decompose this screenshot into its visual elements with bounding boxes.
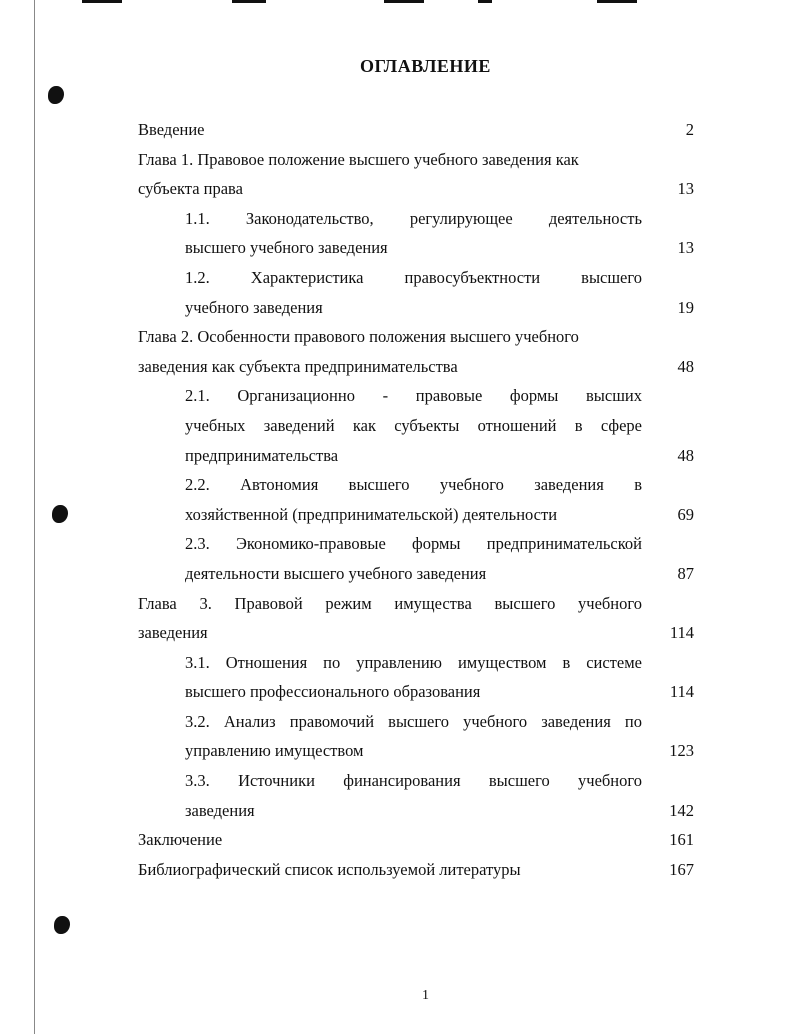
toc-line-text: Заключение (138, 830, 223, 850)
top-scan-mark-1 (82, 0, 122, 3)
toc-line[interactable] (138, 500, 694, 530)
toc-line[interactable] (138, 736, 694, 766)
toc-line[interactable] (138, 145, 694, 175)
toc-line-text: учебных заведений как субъекты отношений в сфере (185, 415, 642, 435)
toc-line[interactable] (138, 470, 694, 500)
toc-line-page: 114 (669, 623, 694, 643)
toc-line-text: высшего профессионального образования (185, 682, 481, 702)
toc-line-text: Введение (138, 120, 205, 139)
punch-hole-bottom (54, 916, 70, 934)
left-edge-line (34, 0, 35, 1034)
page-title: ОГЛАВЛЕНИЕ (360, 56, 491, 76)
toc-line[interactable] (138, 825, 694, 855)
toc-line-page: 48 (677, 445, 694, 465)
toc-line-text: 3.1. Отношения по управлению имуществом в системе (185, 652, 642, 672)
toc-line-text: 2.3. Экономико-правовые формы предпринимательской (185, 534, 642, 554)
top-scan-mark-3 (384, 0, 424, 3)
toc-line[interactable] (138, 707, 694, 737)
toc-line-text: управлению имуществом (185, 741, 364, 761)
toc-line-text: 2.1. Организационно - правовые формы высших (185, 386, 642, 406)
toc-line-text: Библиографический список используемой литературы (138, 859, 521, 879)
top-scan-mark-5 (597, 0, 637, 3)
toc-line[interactable] (138, 441, 694, 471)
toc-line-text: субъекта права (138, 179, 243, 199)
toc-line-page: 87 (677, 563, 694, 583)
toc-line-page: 114 (669, 682, 694, 702)
toc-line-text: хозяйственной (предпринимательской) деятельности (185, 504, 558, 524)
toc-line[interactable] (138, 618, 694, 648)
top-scan-mark-4 (478, 0, 492, 3)
toc-line-page: 142 (669, 800, 694, 820)
toc-line-text: 3.2. Анализ правомочий высшего учебного заведения по (185, 711, 642, 731)
toc-line-text: Глава 1. Правовое положение высшего учебного заведения как (138, 149, 579, 169)
toc-line[interactable] (138, 677, 694, 707)
toc-line-text: учебного заведения (185, 297, 323, 317)
toc-line-text: заведения (138, 623, 208, 643)
toc-line[interactable] (138, 174, 694, 204)
toc-line-page: 13 (677, 179, 694, 199)
toc-line[interactable] (138, 411, 694, 441)
toc-line-page: 13 (677, 238, 694, 258)
toc-line-text: Глава 2. Особенности правового положения высшего учебного (138, 327, 579, 347)
toc-line-text: 1.2. Характеристика правосубъектности высшего (185, 267, 642, 287)
toc-line-page: 2 (685, 120, 694, 139)
toc-line-text: 3.3. Источники финансирования высшего учебного (185, 771, 642, 791)
toc-line-text: 2.2. Автономия высшего учебного заведения в (185, 475, 642, 495)
toc-line[interactable] (138, 352, 694, 382)
toc-line-text: высшего учебного заведения (185, 238, 388, 258)
toc-line[interactable] (138, 381, 694, 411)
toc-line[interactable] (138, 559, 694, 589)
toc-line[interactable] (138, 796, 694, 826)
toc-line[interactable] (138, 322, 694, 352)
toc-line[interactable] (138, 204, 694, 234)
table-of-contents (138, 115, 694, 884)
toc-line-page: 19 (677, 297, 694, 317)
toc-line[interactable] (138, 263, 694, 293)
toc-line-text: 1.1. Законодательство, регулирующее деятельность (185, 208, 642, 228)
toc-line[interactable] (138, 766, 694, 796)
toc-line[interactable] (138, 648, 694, 678)
toc-line[interactable] (138, 115, 694, 145)
toc-line-text: деятельности высшего учебного заведения (185, 563, 487, 583)
toc-line-page: 167 (669, 859, 694, 879)
toc-line[interactable] (138, 589, 694, 619)
toc-line[interactable] (138, 233, 694, 263)
toc-line[interactable] (138, 293, 694, 323)
toc-line[interactable] (138, 529, 694, 559)
toc-line-page: 48 (677, 356, 694, 376)
toc-line[interactable] (138, 855, 694, 885)
page-number: 1 (422, 988, 429, 1003)
toc-line-text: Глава 3. Правовой режим имущества высшего учебного (138, 593, 642, 613)
toc-line-page: 69 (677, 504, 694, 524)
punch-hole-middle (52, 505, 68, 523)
toc-line-text: предпринимательства (185, 445, 339, 465)
top-scan-mark-2 (232, 0, 266, 3)
toc-line-text: заведения (185, 800, 255, 820)
toc-line-page: 123 (669, 741, 694, 761)
toc-line-text: заведения как субъекта предпринимательства (138, 356, 458, 376)
punch-hole-top (48, 86, 64, 104)
toc-line-page: 161 (669, 830, 694, 850)
